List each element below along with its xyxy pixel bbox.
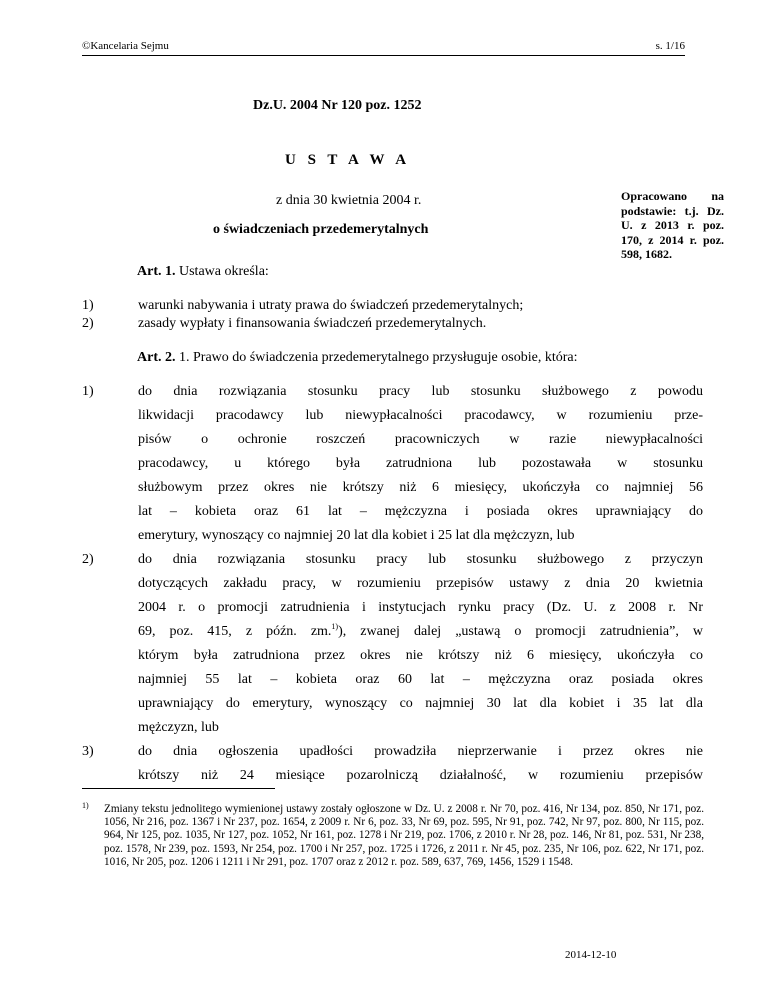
art2-item2-line: uprawniający do emerytury, wynoszący co najmniej 30 lat dla kobiet i 35 lat dla [138, 696, 703, 711]
art2-item1-line: pisów o ochronie roszczeń pracowniczych w razie niewypłacalności [138, 432, 703, 447]
art2-item1-line: do dnia rozwiązania stosunku pracy lub stosunku służbowego z powodu [138, 384, 703, 399]
art2-item1-num: 1) [82, 384, 94, 399]
line4-part-a: 69, poz. 415, z późn. zm. [138, 624, 332, 639]
publisher-header: ©Kancelaria Sejmu [82, 40, 169, 52]
art1-intro [137, 264, 269, 280]
art1-item1-num: 1) [82, 298, 94, 313]
art2-label: Art. 2. [137, 350, 176, 365]
art2-item1-line: likwidacji pracodawcy lub niewypłacalności pracodawcy, w rozumieniu prze- [138, 408, 703, 423]
art2-item3-num: 3) [82, 744, 94, 759]
art1-item2-text: zasady wypłaty i finansowania świadczeń przedemerytalnych. [138, 316, 487, 331]
art2-item3-line: krótszy niż 24 miesiące pozarolniczą działalność, w rozumieniu przepisów [138, 768, 703, 783]
consolidation-note: Opracowano na podstawie: t.j. Dz. U. z 2013 r. poz. 170, z 2014 r. poz. 598, 1682. [621, 189, 724, 261]
header-divider [82, 55, 685, 56]
footnote-divider [82, 788, 275, 789]
line4-part-b: ), zwanej dalej „ustawą o promocji zatrudnienia”, w [338, 624, 703, 639]
art2-item2-line: którym była zatrudniona przez okres nie krótszy niż 6 miesięcy, ukończyła co [138, 648, 703, 663]
art2-intro [137, 350, 577, 366]
act-date: z dnia 30 kwietnia 2004 r. [276, 193, 422, 208]
art2-item1-line: służbowym przez okres nie krótszy niż 6 miesięcy, ukończyła co najmniej 56 [138, 480, 703, 495]
art2-item2-line: do dnia rozwiązania stosunku pracy lub stosunku służbowego z przyczyn [138, 552, 703, 567]
art2-item2-line-with-footnote-ref [138, 624, 703, 640]
art2-item2-line: mężczyzn, lub [138, 720, 219, 735]
document-date-footer: 2014-12-10 [565, 949, 617, 961]
art1-item1-text: warunki nabywania i utraty prawa do świadczeń przedemerytalnych; [138, 298, 524, 313]
art2-item1-line: pracodawcy, u którego była zatrudniona lub pozostawała w stosunku [138, 456, 703, 471]
art2-item2-num: 2) [82, 552, 94, 567]
art2-item1-line: lat – kobieta oraz 61 lat – mężczyzna i posiada okres uprawniający do [138, 504, 703, 519]
art2-item1-line: emerytury, wynoszący co najmniej 20 lat dla kobiet i 25 lat dla mężczyzn, lub [138, 528, 575, 543]
art1-intro-text: Ustawa określa: [175, 264, 269, 279]
act-subject: o świadczeniach przedemerytalnych [213, 222, 429, 237]
art1-item2-num: 2) [82, 316, 94, 331]
footnote-mark: 1) [82, 801, 89, 810]
page-number: s. 1/16 [655, 40, 685, 52]
footnote-reference[interactable]: 1) [331, 622, 339, 631]
art1-label: Art. 1. [137, 264, 176, 279]
art2-item2-line: dotyczących zakładu pracy, w rozumieniu przepisów ustawy z dnia 20 kwietnia [138, 576, 703, 591]
journal-reference: Dz.U. 2004 Nr 120 poz. 1252 [253, 98, 422, 113]
act-title: U S T A W A [285, 152, 411, 168]
art2-item3-line: do dnia ogłoszenia upadłości prowadziła nieprzerwanie i przez okres nie [138, 744, 703, 759]
footnote-text: Zmiany tekstu jednolitego wymienionej ustawy zostały ogłoszone w Dz. U. z 2008 r. Nr 70, poz. 416, Nr 134, poz. 850, Nr 171, poz. 1056, Nr 216, poz. 1367 i Nr 237, poz. 1654, z 2009 r. Nr 6, poz. 33, Nr 69, poz. 595, Nr 91, poz. 742, Nr 97, poz. 800, Nr 115, poz. 964, Nr 125, poz. 1035, Nr 127, poz. 1052, Nr 161, poz. 1278 i Nr 219, poz. 1706, z 2010 r. Nr 28, poz. 146, Nr 81, poz. 531, Nr 238, poz. 1578, Nr 239, poz. 1593, Nr 254, poz. 1700 i Nr 257, poz. 1725 i 1726, z 2011 r. Nr 45, poz. 235, Nr 106, poz. 622, Nr 171, poz. 1016, Nr 205, poz. 1206 i 1211 i Nr 291, poz. 1707 oraz z 2012 r. poz. 589, 637, 769, 1456, 1529 i 1548. [104, 803, 704, 868]
art2-item2-line: 2004 r. o promocji zatrudnienia i instytucjach rynku pracy (Dz. U. z 2008 r. Nr [138, 600, 703, 615]
art2-intro-text: 1. Prawo do świadczenia przedemerytalnego przysługuje osobie, która: [175, 350, 578, 365]
art2-item2-line: najmniej 55 lat – kobieta oraz 60 lat – mężczyzna oraz posiada okres [138, 672, 703, 687]
